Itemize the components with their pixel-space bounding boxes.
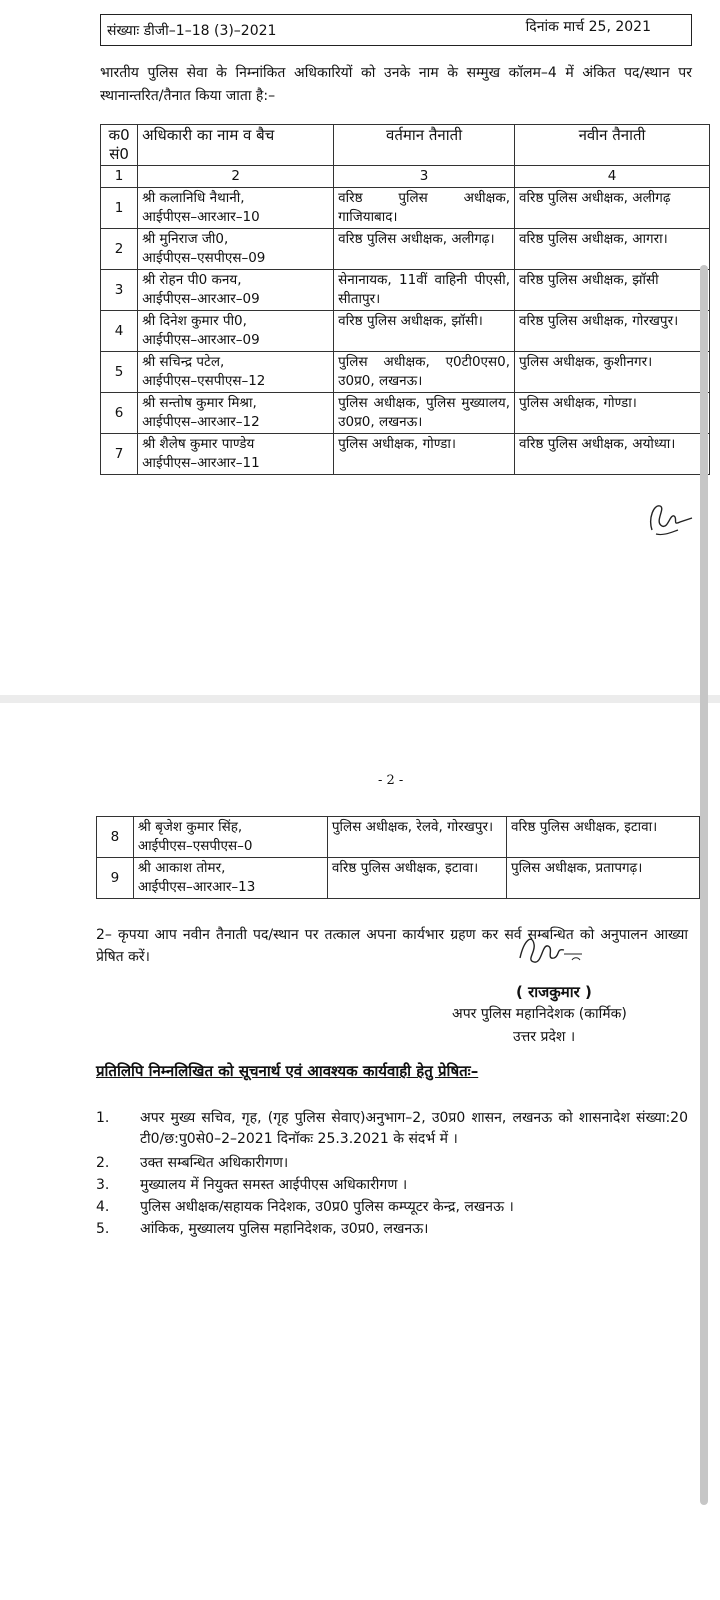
transfer-table bbox=[100, 124, 710, 475]
officer-batch: आईपीएस–एसपीएस–12 bbox=[142, 373, 266, 389]
col-number: 4 bbox=[515, 166, 710, 188]
copy-to-number: 1. bbox=[96, 1110, 110, 1126]
sno-cell bbox=[101, 270, 138, 311]
sno-cell bbox=[101, 311, 138, 352]
current-cell bbox=[334, 229, 515, 270]
name-cell bbox=[133, 817, 327, 858]
current-cell bbox=[327, 817, 506, 858]
new-cell bbox=[515, 270, 710, 311]
reference-number: संख्याः डीजी–1–18 (3)–2021 bbox=[107, 23, 277, 39]
header-name: अधिकारी का नाम व बैच bbox=[138, 125, 334, 166]
name-cell bbox=[138, 352, 334, 393]
copy-to-text: आंकिक, मुख्यालय पुलिस महानिदेशक, उ0प्र0, लखनऊ। bbox=[140, 1221, 429, 1237]
officer-name: श्री दिनेश कुमार पी0, bbox=[142, 313, 247, 329]
officer-signature bbox=[516, 930, 586, 970]
row-sno: 1 bbox=[114, 199, 124, 216]
name-cell bbox=[138, 393, 334, 434]
row-sno: 8 bbox=[110, 828, 120, 845]
officer-name: श्री रोहन पी0 कनय, bbox=[142, 272, 242, 288]
vertical-scrollbar[interactable] bbox=[700, 265, 708, 1505]
col-number: 3 bbox=[334, 166, 515, 188]
table-row bbox=[101, 311, 710, 352]
column-number-row bbox=[101, 166, 710, 188]
reference-box bbox=[100, 14, 692, 46]
officer-name: श्री सन्तोष कुमार मिश्रा, bbox=[142, 395, 257, 411]
current-cell bbox=[334, 311, 515, 352]
sno-cell bbox=[101, 352, 138, 393]
name-cell bbox=[138, 311, 334, 352]
document-date: दिनांक मार्च 25, 2021 bbox=[525, 19, 651, 35]
sno-cell bbox=[101, 229, 138, 270]
copy-to-text: मुख्यालय में नियुक्त समस्त आईपीएस अधिकारीगण । bbox=[140, 1177, 408, 1193]
table-row bbox=[101, 434, 710, 475]
officer-name: श्री आकाश तोमर, bbox=[137, 860, 226, 876]
copy-to-number: 5. bbox=[96, 1221, 110, 1237]
transfer-table-continued bbox=[96, 816, 700, 899]
current-posting: पुलिस अधीक्षक, गोण्डा। bbox=[338, 436, 456, 452]
sno-cell bbox=[101, 393, 138, 434]
col-number: 2 bbox=[138, 166, 334, 188]
header-new: नवीन तैनाती bbox=[515, 125, 710, 166]
new-cell bbox=[506, 817, 699, 858]
instruction-paragraph: 2– कृपया आप नवीन तैनाती पद/स्थान पर तत्काल अपना कार्यभार ग्रहण कर सर्व सम्बन्धित को अनुपालन आख्या प्रेषित करें। bbox=[96, 927, 688, 965]
header-current: वर्तमान तैनाती bbox=[334, 125, 515, 166]
name-cell bbox=[138, 188, 334, 229]
current-posting: वरिष्ठ पुलिस अधीक्षक, इटावा। bbox=[331, 860, 479, 876]
new-cell bbox=[506, 858, 699, 899]
table-row bbox=[101, 352, 710, 393]
current-posting: पुलिस अधीक्षक, रेलवे, गोरखपुर। bbox=[331, 819, 494, 835]
sno-cell bbox=[101, 434, 138, 475]
current-posting: सेनानायक, 11वीं वाहिनी पीएसी, सीतापुर। bbox=[338, 272, 511, 307]
copy-to-heading: प्रतिलिपि निम्नलिखित को सूचनार्थ एवं आवश्यक कार्यवाही हेतु प्रेषितः– bbox=[96, 1062, 479, 1080]
name-cell bbox=[138, 434, 334, 475]
officer-name: श्री बृजेश कुमार सिंह, bbox=[137, 819, 243, 835]
new-cell bbox=[515, 311, 710, 352]
table-row bbox=[101, 229, 710, 270]
new-cell bbox=[515, 393, 710, 434]
page-separator bbox=[0, 695, 720, 703]
table-row bbox=[97, 817, 700, 858]
new-posting: पुलिस अधीक्षक, कुशीनगर। bbox=[519, 354, 653, 370]
officer-batch: आईपीएस–आरआर–11 bbox=[142, 455, 260, 471]
copy-to-number: 4. bbox=[96, 1199, 110, 1215]
row-sno: 7 bbox=[114, 445, 124, 462]
signer-name: ( राजकुमार ) bbox=[516, 983, 592, 1001]
row-sno: 3 bbox=[114, 281, 124, 298]
name-cell bbox=[133, 858, 327, 899]
new-posting: वरिष्ठ पुलिस अधीक्षक, गोरखपुर। bbox=[519, 313, 679, 329]
signer-designation: अपर पुलिस महानिदेशक (कार्मिक) bbox=[452, 1006, 627, 1022]
current-posting: वरिष्ठ पुलिस अधीक्षक, अलीगढ़। bbox=[338, 231, 495, 247]
row-sno: 9 bbox=[110, 869, 120, 886]
current-cell bbox=[334, 393, 515, 434]
table-row bbox=[97, 858, 700, 899]
table-header-row bbox=[101, 125, 710, 166]
row-sno: 4 bbox=[114, 322, 124, 339]
officer-batch: आईपीएस–आरआर–13 bbox=[137, 879, 256, 895]
current-cell bbox=[334, 188, 515, 229]
copy-to-text: अपर मुख्य सचिव, गृह, (गृह पुलिस सेवाए)अनुभाग–2, उ0प्र0 शासन, लखनऊ को शासनादेश संख्या:20 टी0/छ:पु0से0–2–2021 दिनॉकः 25.3.2021 के संदर्भ में । bbox=[140, 1110, 688, 1147]
sno-cell bbox=[97, 817, 134, 858]
sno-cell bbox=[101, 188, 138, 229]
current-posting: वरिष्ठ पुलिस अधीक्षक, गाजियाबाद। bbox=[338, 190, 511, 225]
col-number: 1 bbox=[101, 166, 138, 188]
new-posting: पुलिस अधीक्षक, गोण्डा। bbox=[519, 395, 637, 411]
name-cell bbox=[138, 270, 334, 311]
sno-cell bbox=[97, 858, 134, 899]
page-number: - 2 - bbox=[378, 773, 404, 788]
copy-to-text: पुलिस अधीक्षक/सहायक निदेशक, उ0प्र0 पुलिस कम्प्यूटर केन्द्र, लखनऊ । bbox=[140, 1199, 514, 1215]
new-posting: पुलिस अधीक्षक, प्रतापगढ़। bbox=[510, 860, 643, 876]
current-cell bbox=[327, 858, 506, 899]
current-posting: पुलिस अधीक्षक, ए0टी0एस0, उ0प्र0, लखनऊ। bbox=[338, 354, 511, 389]
new-posting: वरिष्ठ पुलिस अधीक्षक, अलीगढ़ bbox=[519, 190, 671, 206]
officer-batch: आईपीएस–एसपीएस–09 bbox=[142, 250, 266, 266]
initials-signature bbox=[646, 496, 696, 538]
new-posting: वरिष्ठ पुलिस अधीक्षक, झॉसी bbox=[519, 272, 659, 288]
name-cell bbox=[138, 229, 334, 270]
table-row bbox=[101, 188, 710, 229]
document-page-1 bbox=[0, 0, 720, 695]
current-cell bbox=[334, 434, 515, 475]
table-row bbox=[101, 270, 710, 311]
officer-name: श्री मुनिराज जी0, bbox=[142, 231, 229, 247]
header-sno: क0 सं0 bbox=[101, 125, 138, 166]
officer-batch: आईपीएस–आरआर–09 bbox=[142, 332, 260, 348]
copy-to-number: 2. bbox=[96, 1155, 110, 1171]
current-posting: पुलिस अधीक्षक, पुलिस मुख्यालय, उ0प्र0, लखनऊ। bbox=[338, 395, 511, 430]
copy-to-number: 3. bbox=[96, 1177, 110, 1193]
current-cell bbox=[334, 270, 515, 311]
table-row bbox=[101, 393, 710, 434]
signer-state: उत्तर प्रदेश । bbox=[513, 1029, 576, 1045]
new-cell bbox=[515, 188, 710, 229]
new-cell bbox=[515, 434, 710, 475]
row-sno: 5 bbox=[114, 363, 124, 380]
officer-name: श्री सचिन्द्र पटेल, bbox=[142, 354, 225, 370]
row-sno: 2 bbox=[114, 240, 124, 257]
officer-name: श्री शैलेष कुमार पाण्डेय bbox=[142, 436, 255, 452]
copy-to-text: उक्त सम्बन्धित अधिकारीगण। bbox=[140, 1155, 289, 1171]
officer-batch: आईपीएस–आरआर–12 bbox=[142, 414, 260, 430]
officer-batch: आईपीएस–आरआर–09 bbox=[142, 291, 260, 307]
officer-name: श्री कलानिधि नैथानी, bbox=[142, 190, 245, 206]
officer-batch: आईपीएस–आरआर–10 bbox=[142, 209, 260, 225]
row-sno: 6 bbox=[114, 404, 124, 421]
new-posting: वरिष्ठ पुलिस अधीक्षक, अयोध्या। bbox=[519, 436, 676, 452]
officer-batch: आईपीएस–एसपीएस–0 bbox=[137, 838, 253, 854]
current-posting: वरिष्ठ पुलिस अधीक्षक, झॉसी। bbox=[338, 313, 483, 329]
new-cell bbox=[515, 229, 710, 270]
new-posting: वरिष्ठ पुलिस अधीक्षक, आगरा। bbox=[519, 231, 668, 247]
intro-paragraph: भारतीय पुलिस सेवा के निम्नांकित अधिकारियों को उनके नाम के सम्मुख कॉलम–4 में अंकित पद/स्थान पर स्थानान्तरित/तैनात किया जाता है:– bbox=[100, 65, 692, 104]
new-cell bbox=[515, 352, 710, 393]
current-cell bbox=[334, 352, 515, 393]
new-posting: वरिष्ठ पुलिस अधीक्षक, इटावा। bbox=[510, 819, 658, 835]
